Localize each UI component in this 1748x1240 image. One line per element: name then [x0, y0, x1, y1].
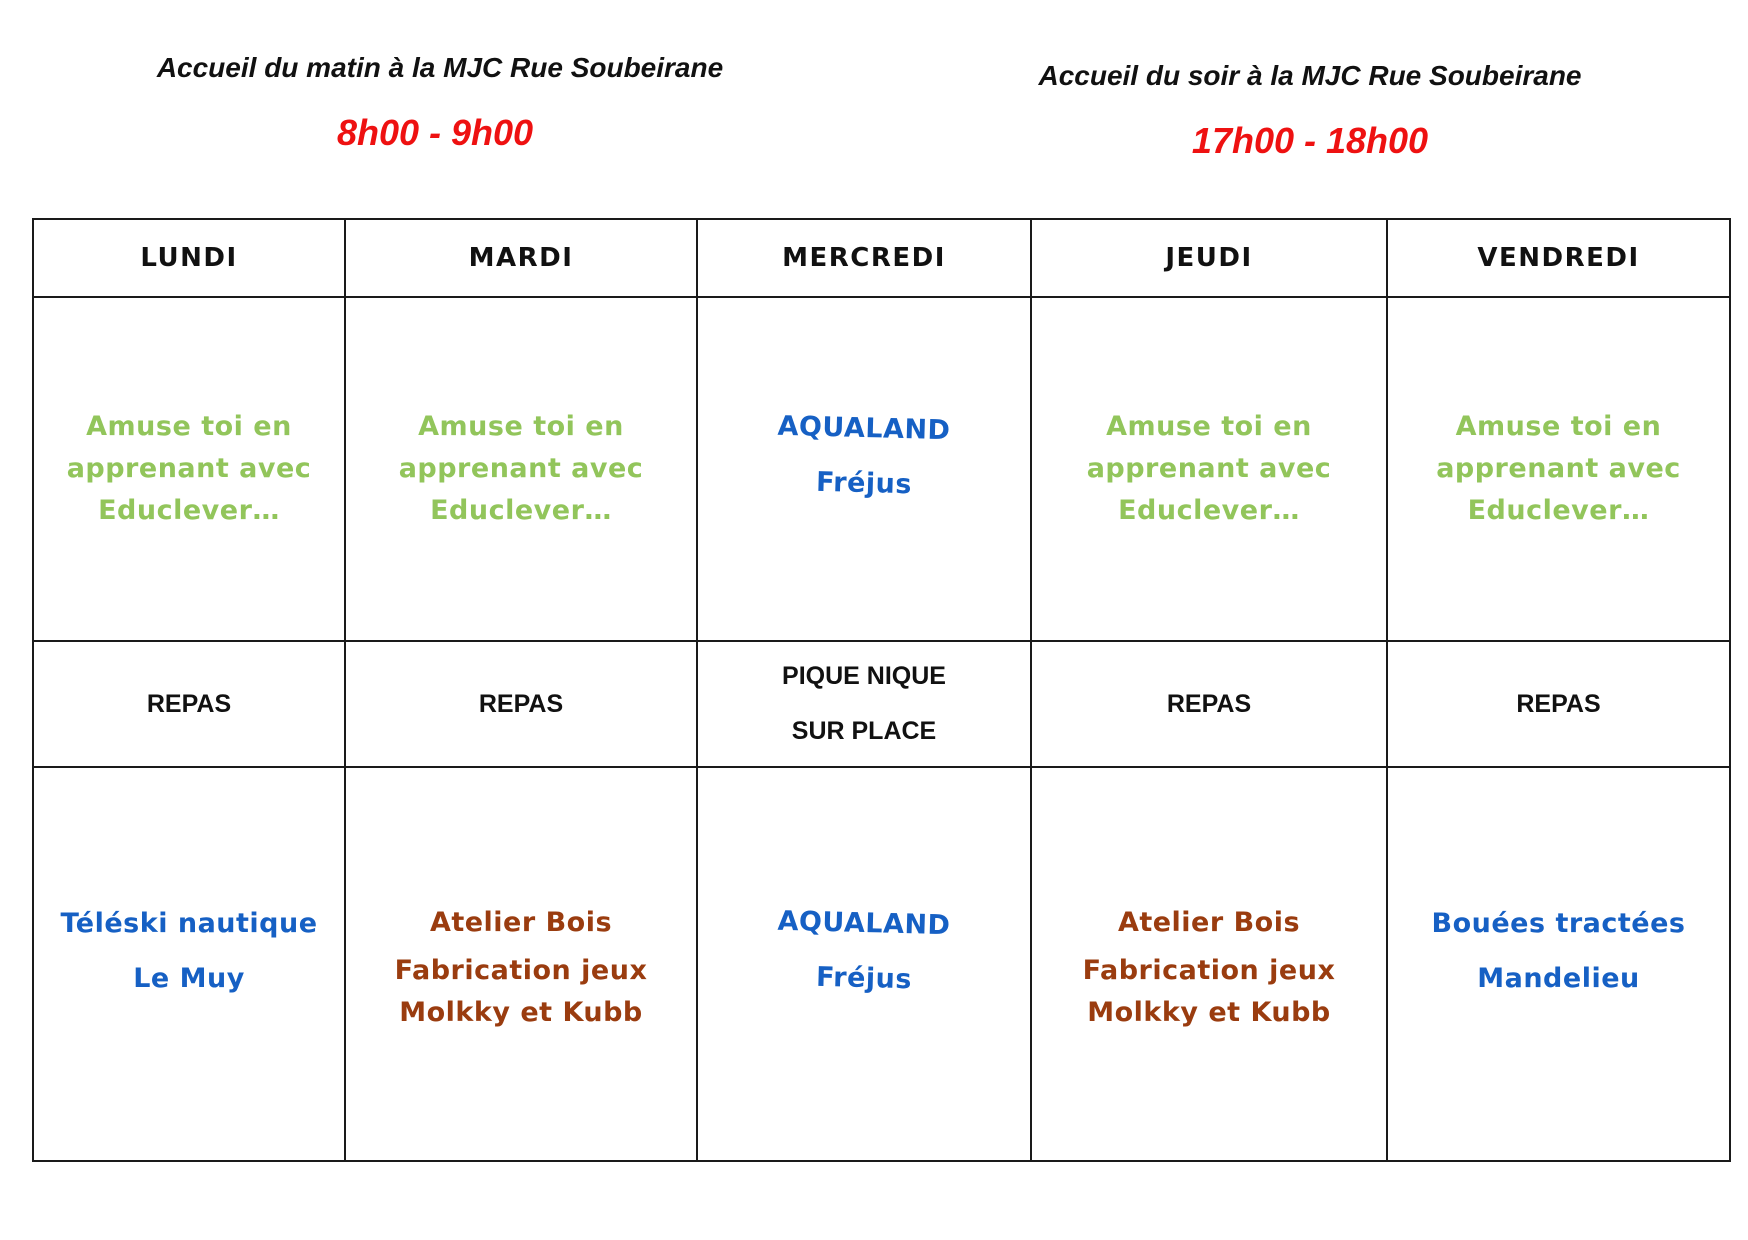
activity-line: Bouées tractées — [1431, 908, 1686, 939]
morning-activity-wednesday — [697, 297, 1031, 641]
activity-line: Amuse toi en — [418, 411, 624, 442]
day-header-tuesday: MARDI — [345, 219, 697, 297]
activity-line: Educlever… — [1118, 495, 1300, 526]
activity-line: Atelier Bois — [429, 906, 613, 938]
activity-line: Mandelieu — [1477, 963, 1640, 994]
evening-header — [1000, 60, 1620, 162]
activity-line: Educlever… — [98, 495, 280, 526]
meal-label: REPAS — [1516, 689, 1601, 718]
activity-line: Téléski nautique — [60, 908, 318, 939]
activity-line: Educlever… — [1467, 495, 1650, 526]
activity-line: apprenant avec — [398, 453, 644, 484]
morning-activity-friday — [1387, 297, 1730, 641]
activity-line: apprenant avec — [66, 453, 312, 484]
morning-time: 8h00 - 9h00 — [336, 112, 534, 153]
weekly-schedule-table — [32, 218, 1731, 1162]
meal-label: REPAS — [1166, 689, 1252, 718]
meal-thursday — [1031, 641, 1387, 767]
activity-line: Educlever… — [430, 495, 612, 526]
activity-line: apprenant avec — [1436, 453, 1681, 484]
activity-line: apprenant avec — [1086, 453, 1332, 484]
day-header-thursday: JEUDI — [1031, 219, 1387, 297]
meal-wednesday — [697, 641, 1031, 767]
meal-label: PIQUE NIQUE — [782, 662, 946, 690]
meal-label: SUR PLACE — [791, 717, 937, 745]
activity-line: AQUALAND — [777, 905, 951, 942]
meal-tuesday — [345, 641, 697, 767]
morning-activity-tuesday — [345, 297, 697, 641]
activity-line: Fréjus — [815, 466, 913, 501]
activity-line: Fréjus — [815, 961, 913, 996]
activity-line: Amuse toi en — [86, 411, 292, 442]
evening-title: Accueil du soir à la MJC Rue Soubeirane — [1038, 60, 1582, 91]
day-header-wednesday: MERCREDI — [697, 219, 1031, 297]
activity-line: Atelier Bois — [1117, 906, 1301, 938]
day-header-monday: LUNDI — [33, 219, 345, 297]
afternoon-activity-friday — [1387, 767, 1730, 1161]
morning-header — [100, 52, 780, 154]
day-header-friday: VENDREDI — [1387, 219, 1730, 297]
day-header-row — [33, 219, 1730, 297]
afternoon-activity-thursday — [1031, 767, 1387, 1161]
activity-line: Amuse toi en — [1455, 411, 1662, 442]
afternoon-activities-row — [33, 767, 1730, 1161]
activity-line: Amuse toi en — [1106, 411, 1312, 442]
afternoon-activity-tuesday — [345, 767, 697, 1161]
morning-activity-thursday — [1031, 297, 1387, 641]
meal-row — [33, 641, 1730, 767]
activity-line: Molkky et Kubb — [399, 996, 643, 1028]
meal-friday — [1387, 641, 1730, 767]
activity-line: Fabrication jeux — [1082, 954, 1336, 986]
activity-line: Le Muy — [133, 963, 245, 994]
activity-line: Fabrication jeux — [394, 954, 648, 986]
morning-title: Accueil du matin à la MJC Rue Soubeirane — [156, 52, 724, 83]
morning-activities-row — [33, 297, 1730, 641]
activity-line: Molkky et Kubb — [1087, 996, 1331, 1028]
morning-activity-monday — [33, 297, 345, 641]
activity-line: AQUALAND — [777, 410, 951, 447]
afternoon-activity-monday — [33, 767, 345, 1161]
meal-monday — [33, 641, 345, 767]
meal-label: REPAS — [478, 689, 564, 718]
meal-label: REPAS — [146, 689, 232, 718]
evening-time: 17h00 - 18h00 — [1191, 120, 1429, 161]
afternoon-activity-wednesday — [697, 767, 1031, 1161]
